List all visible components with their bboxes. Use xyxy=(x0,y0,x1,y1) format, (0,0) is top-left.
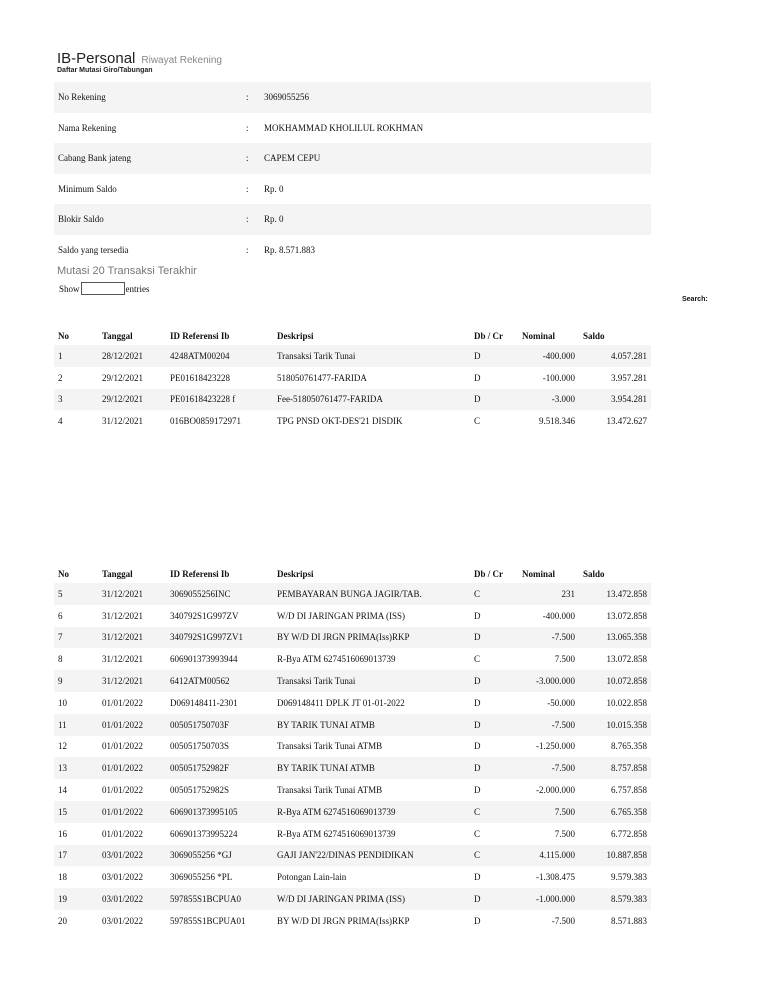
cell-date: 31/12/2021 xyxy=(102,654,144,665)
info-row xyxy=(54,113,651,144)
table-row xyxy=(54,779,651,801)
cell-reference: 016BO0859172971 xyxy=(170,416,242,427)
cell-no: 14 xyxy=(58,785,67,796)
cell-description: BY TARIK TUNAI ATMB xyxy=(273,757,470,779)
info-label: Saldo yang tersedia xyxy=(58,244,129,255)
cell-dbcr: D xyxy=(470,757,512,779)
cell-description: PEMBAYARAN BUNGA JAGIR/TAB. xyxy=(273,583,470,605)
cell-no: 15 xyxy=(54,801,98,823)
cell-date: 03/01/2022 xyxy=(98,888,166,910)
cell-date: 01/01/2022 xyxy=(102,785,144,796)
cell-saldo: 8.571.883 xyxy=(611,915,647,926)
cell-date: 01/01/2022 xyxy=(102,697,144,708)
table-row xyxy=(54,736,651,758)
cell-description: BY W/D DI JRGN PRIMA(Iss)RKP xyxy=(273,627,470,649)
cell-description: Transaksi Tarik Tunai xyxy=(273,670,470,692)
cell-dbcr: C xyxy=(470,801,512,823)
col-header-dbcr[interactable]: Db / Cr xyxy=(474,569,503,579)
cell-saldo: 4.057.281 xyxy=(579,345,651,367)
cell-date: 03/01/2022 xyxy=(102,872,144,883)
table-row xyxy=(54,583,651,605)
cell-nominal: -1.000.000 xyxy=(512,888,579,910)
show-label: Show xyxy=(59,283,80,294)
cell-reference: PE01618423228 xyxy=(170,372,231,383)
cell-nominal: -7.500 xyxy=(512,627,579,649)
table-row xyxy=(54,367,651,389)
table-row xyxy=(54,627,651,649)
entries-control xyxy=(59,282,150,295)
cell-no: 19 xyxy=(54,888,98,910)
cell-reference: 597855S1BCPUA0 xyxy=(166,888,273,910)
cell-date: 31/12/2021 xyxy=(98,670,166,692)
cell-no: 10 xyxy=(58,697,67,708)
cell-date: 03/01/2022 xyxy=(98,845,166,867)
col-header-saldo[interactable]: Saldo xyxy=(583,569,605,579)
cell-description: Transaksi Tarik Tunai ATMB xyxy=(277,741,383,752)
cell-saldo: 3.957.281 xyxy=(611,372,647,383)
cell-reference: PE01618423228 f xyxy=(166,389,273,411)
cell-saldo: 9.579.383 xyxy=(611,872,647,883)
info-separator: : xyxy=(246,244,249,255)
info-row xyxy=(54,204,651,235)
cell-reference: 340792S1G997ZV xyxy=(170,610,239,621)
transactions-table-page-2 xyxy=(54,554,651,932)
cell-nominal: -2.000.000 xyxy=(536,785,575,796)
section-title: Mutasi 20 Transaksi Terakhir xyxy=(57,265,197,277)
breadcrumb: Daftar Mutasi Giro/Tabungan xyxy=(57,67,153,74)
cell-saldo: 3.954.281 xyxy=(579,389,651,411)
cell-date: 01/01/2022 xyxy=(98,714,166,736)
info-value: MOKHAMMAD KHOLILUL ROKHMAN xyxy=(264,122,424,133)
cell-description: Fee-518050761477-FARIDA xyxy=(273,389,470,411)
cell-dbcr: D xyxy=(474,697,481,708)
cell-dbcr: D xyxy=(474,915,481,926)
cell-description: Transaksi Tarik Tunai ATMB xyxy=(277,785,383,796)
cell-nominal: -100.000 xyxy=(542,372,575,383)
cell-nominal: 7.500 xyxy=(512,801,579,823)
cell-date: 31/12/2021 xyxy=(102,610,144,621)
col-header-saldo[interactable]: Saldo xyxy=(583,331,605,341)
cell-date: 01/01/2022 xyxy=(98,757,166,779)
cell-nominal: -3.000.000 xyxy=(512,670,579,692)
col-header-tanggal[interactable]: Tanggal xyxy=(102,331,133,341)
cell-saldo: 10.022.858 xyxy=(606,697,647,708)
table-row xyxy=(54,866,651,888)
cell-description: Transaksi Tarik Tunai xyxy=(273,345,470,367)
info-row xyxy=(54,174,651,205)
table-row xyxy=(54,714,651,736)
cell-dbcr: D xyxy=(474,741,481,752)
page-subtitle: Riwayat Rekening xyxy=(141,55,222,66)
info-separator: : xyxy=(246,183,249,194)
cell-nominal: -400.000 xyxy=(512,345,579,367)
table-body-page-1 xyxy=(54,345,651,432)
cell-dbcr: D xyxy=(474,610,481,621)
cell-no: 8 xyxy=(58,654,63,665)
cell-nominal: 7.500 xyxy=(554,654,575,665)
info-label: Cabang Bank jateng xyxy=(58,153,131,164)
info-value: Rp. 8.571.883 xyxy=(264,244,316,255)
cell-description: R-Bya ATM 6274516069013739 xyxy=(277,654,396,665)
cell-reference: 606901373995105 xyxy=(166,801,273,823)
cell-dbcr: D xyxy=(470,345,512,367)
cell-no: 20 xyxy=(58,915,67,926)
table-row xyxy=(54,605,651,627)
cell-description: BY W/D DI JRGN PRIMA(Iss)RKP xyxy=(277,915,410,926)
cell-reference: 005051752982S xyxy=(170,785,230,796)
cell-reference: 3069055256 *PL xyxy=(170,872,233,883)
cell-reference: 005051752982F xyxy=(166,757,273,779)
cell-nominal: 231 xyxy=(512,583,579,605)
cell-saldo: 6.765.358 xyxy=(579,801,651,823)
cell-reference: 005051750703S xyxy=(170,741,230,752)
table-row xyxy=(54,757,651,779)
transactions-table-page-1 xyxy=(54,316,651,432)
info-label: No Rekening xyxy=(58,92,106,103)
cell-reference: 340792S1G997ZV1 xyxy=(166,627,273,649)
info-row xyxy=(54,235,651,266)
cell-dbcr: C xyxy=(470,583,512,605)
info-separator: : xyxy=(246,214,249,225)
table-row xyxy=(54,670,651,692)
cell-saldo: 10.072.858 xyxy=(579,670,651,692)
cell-description: D069148411 DPLK JT 01-01-2022 xyxy=(277,697,405,708)
cell-description: W/D DI JARINGAN PRIMA (ISS) xyxy=(277,610,406,621)
info-row xyxy=(54,143,651,174)
cell-dbcr: D xyxy=(470,389,512,411)
cell-description: GAJI JAN'22/DINAS PENDIDIKAN xyxy=(273,845,470,867)
cell-nominal: 7.500 xyxy=(554,828,575,839)
account-info-panel xyxy=(54,82,651,265)
search-label: Search: xyxy=(682,296,708,303)
cell-dbcr: C xyxy=(474,654,481,665)
cell-saldo: 10.887.858 xyxy=(579,845,651,867)
col-header-nominal[interactable]: Nominal xyxy=(522,569,556,579)
app-title: IB-Personal xyxy=(57,50,136,67)
table-row xyxy=(54,823,651,845)
cell-no: 3 xyxy=(54,389,98,411)
cell-saldo: 13.472.627 xyxy=(606,416,647,427)
col-header-ref[interactable]: ID Referensi Ib xyxy=(170,331,230,341)
table-header-row xyxy=(54,554,651,583)
cell-date: 28/12/2021 xyxy=(98,345,166,367)
app-header xyxy=(57,50,222,68)
cell-nominal: -7.500 xyxy=(512,757,579,779)
table-body-page-2 xyxy=(54,583,651,932)
cell-no: 11 xyxy=(54,714,98,736)
cell-date: 03/01/2022 xyxy=(102,915,144,926)
info-label: Minimum Saldo xyxy=(58,183,117,194)
cell-nominal: 4.115.000 xyxy=(512,845,579,867)
table-row xyxy=(54,801,651,823)
cell-saldo: 8.765.358 xyxy=(611,741,647,752)
cell-date: 31/12/2021 xyxy=(98,583,166,605)
cell-description: R-Bya ATM 6274516069013739 xyxy=(273,801,470,823)
cell-saldo: 13.072.858 xyxy=(606,610,647,621)
cell-saldo: 13.072.858 xyxy=(606,654,647,665)
col-header-no[interactable]: No xyxy=(58,569,69,579)
table-row xyxy=(54,648,651,670)
cell-no: 1 xyxy=(54,345,98,367)
info-value: Rp. 0 xyxy=(264,183,284,194)
cell-nominal: -3.000 xyxy=(512,389,579,411)
cell-date: 31/12/2021 xyxy=(98,627,166,649)
cell-nominal: -7.500 xyxy=(512,714,579,736)
cell-no: 7 xyxy=(54,627,98,649)
info-separator: : xyxy=(246,153,249,164)
cell-dbcr: D xyxy=(474,872,481,883)
info-label: Blokir Saldo xyxy=(58,214,104,225)
cell-no: 2 xyxy=(58,372,63,383)
cell-no: 13 xyxy=(54,757,98,779)
cell-date: 31/12/2021 xyxy=(102,416,144,427)
cell-dbcr: C xyxy=(474,828,481,839)
col-header-desc[interactable]: Deskripsi xyxy=(277,331,314,341)
cell-nominal: -50.000 xyxy=(547,697,575,708)
col-header-desc[interactable]: Deskripsi xyxy=(277,569,314,579)
cell-reference: 4248ATM00204 xyxy=(166,345,273,367)
col-header-ref[interactable]: ID Referensi Ib xyxy=(170,569,230,579)
cell-description: Potongan Lain-lain xyxy=(277,872,347,883)
cell-no: 16 xyxy=(58,828,67,839)
cell-no: 5 xyxy=(54,583,98,605)
table-row xyxy=(54,888,651,910)
cell-description: W/D DI JARINGAN PRIMA (ISS) xyxy=(273,888,470,910)
info-separator: : xyxy=(246,92,249,103)
cell-date: 29/12/2021 xyxy=(98,389,166,411)
cell-nominal: -1.250.000 xyxy=(536,741,575,752)
cell-description: 518050761477-FARIDA xyxy=(277,372,367,383)
cell-description: R-Bya ATM 6274516069013739 xyxy=(277,828,396,839)
cell-dbcr: D xyxy=(474,372,481,383)
cell-date: 01/01/2022 xyxy=(102,741,144,752)
cell-reference: 597855S1BCPUA01 xyxy=(170,915,246,926)
cell-nominal: -7.500 xyxy=(551,915,575,926)
cell-dbcr: D xyxy=(470,670,512,692)
info-label: Nama Rekening xyxy=(58,122,117,133)
info-row xyxy=(54,82,651,113)
cell-no: 12 xyxy=(58,741,67,752)
cell-reference: 3069055256 *GJ xyxy=(166,845,273,867)
cell-nominal: -1.308.475 xyxy=(536,872,575,883)
cell-saldo: 8.579.383 xyxy=(579,888,651,910)
info-value: CAPEM CEPU xyxy=(264,153,321,164)
table-row xyxy=(54,345,651,367)
cell-dbcr: C xyxy=(474,416,481,427)
cell-no: 9 xyxy=(54,670,98,692)
cell-dbcr: D xyxy=(470,627,512,649)
cell-dbcr: D xyxy=(470,714,512,736)
cell-reference: 3069055256INC xyxy=(166,583,273,605)
cell-saldo: 13.472.858 xyxy=(579,583,651,605)
cell-nominal: -400.000 xyxy=(542,610,575,621)
col-header-tanggal[interactable]: Tanggal xyxy=(102,569,133,579)
cell-reference: 005051750703F xyxy=(166,714,273,736)
cell-dbcr: C xyxy=(470,845,512,867)
cell-no: 4 xyxy=(58,416,63,427)
info-value: 3069055256 xyxy=(264,92,309,103)
entries-select[interactable] xyxy=(81,282,125,295)
cell-saldo: 6.772.858 xyxy=(611,828,647,839)
info-separator: : xyxy=(246,122,249,133)
cell-dbcr: D xyxy=(474,785,481,796)
table-row xyxy=(54,389,651,411)
table-row xyxy=(54,410,651,432)
cell-reference: 606901373993944 xyxy=(170,654,238,665)
cell-saldo: 10.015.358 xyxy=(579,714,651,736)
cell-no: 18 xyxy=(58,872,67,883)
cell-date: 29/12/2021 xyxy=(102,372,144,383)
entries-label: entries xyxy=(125,283,150,294)
cell-description: TPG PNSD OKT-DES'21 DISDIK xyxy=(277,416,403,427)
cell-saldo: 6.757.858 xyxy=(611,785,647,796)
cell-dbcr: D xyxy=(470,888,512,910)
info-value: Rp. 0 xyxy=(264,214,284,225)
table-row xyxy=(54,845,651,867)
cell-reference: 606901373995224 xyxy=(170,828,238,839)
cell-description: BY TARIK TUNAI ATMB xyxy=(273,714,470,736)
col-header-dbcr[interactable]: Db / Cr xyxy=(474,331,503,341)
cell-saldo: 13.065.358 xyxy=(579,627,651,649)
cell-no: 6 xyxy=(58,610,63,621)
table-row xyxy=(54,692,651,714)
cell-reference: D069148411-2301 xyxy=(170,697,238,708)
table-row xyxy=(54,910,651,932)
col-header-nominal[interactable]: Nominal xyxy=(522,331,556,341)
cell-date: 01/01/2022 xyxy=(102,828,144,839)
cell-no: 17 xyxy=(54,845,98,867)
cell-date: 01/01/2022 xyxy=(98,801,166,823)
col-header-no[interactable]: No xyxy=(58,331,69,341)
cell-saldo: 8.757.858 xyxy=(579,757,651,779)
table-header-row xyxy=(54,316,651,345)
cell-nominal: 9.518.346 xyxy=(539,416,575,427)
cell-reference: 6412ATM00562 xyxy=(166,670,273,692)
